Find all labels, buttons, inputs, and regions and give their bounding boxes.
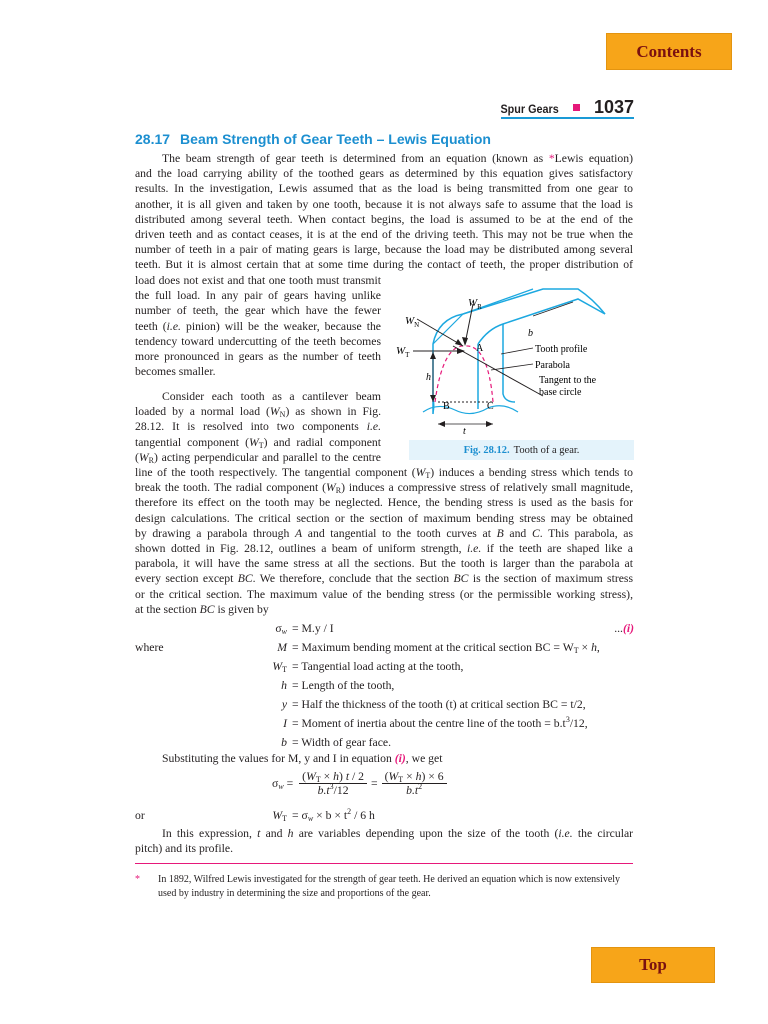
- label-c-point: C: [487, 401, 494, 412]
- label-b: b: [528, 328, 533, 339]
- text-line: or the critical section. The maximum value of the bending stress (or the permissible working stress),: [135, 587, 633, 601]
- text-line: distributed among several teeth. When contact begins, the load is assumed to be at the end of the: [135, 212, 633, 226]
- text-line: teeth (i.e. pinion) will be the weaker, because the: [135, 319, 381, 333]
- equation-1: $\sigma_w$ = M.y / I ...(i): [275, 622, 634, 636]
- paragraph-2: [135, 465, 633, 617]
- label-tooth-profile: Tooth profile: [535, 344, 588, 355]
- text-line: design calculations. The critical section or the section of maximum bending stress may be obtained: [135, 511, 633, 525]
- section-heading: [135, 131, 491, 147]
- text-line: teeth. But it is almost certain that at some time during the contact of teeth, the proper distribution of: [135, 258, 633, 272]
- label-t: t: [463, 426, 466, 437]
- def-m: where M = Maximum bending moment at the critical section BC = $W_T \times h$,: [135, 641, 600, 655]
- label-tangent-1: Tangent to the: [539, 375, 597, 386]
- label-b-point: B: [443, 401, 450, 412]
- text-line: tendency toward undercutting of the teeth becomes: [135, 334, 381, 348]
- text-line: every section except BC. We therefore, conclude that the section BC is the section of maximum stress: [135, 572, 634, 586]
- figure-caption: [409, 440, 634, 460]
- caption-text: Tooth of a gear.: [513, 444, 580, 456]
- text-line: driven teeth and as contact ceases, it is at the end of the driving teeth. This may not be true when the: [135, 228, 633, 242]
- footnote-mark: *: [135, 874, 140, 885]
- def-wt: $W_T$ = Tangential load acting at the tooth,: [272, 660, 464, 674]
- def-i: I = Moment of inertia about the centre line of the tooth = $b.t^3/12$,: [283, 715, 588, 730]
- text-line: by drawing a parabola through A and tangential to the tooth curves at B and C. This parabola, as: [135, 526, 634, 540]
- page-number: 1037: [593, 97, 634, 117]
- label-h: h: [426, 372, 431, 383]
- text-line: number of teeth in a pair of mating gears is large, because the load may be distributed among several: [135, 243, 633, 257]
- text-line: load does not exist and that one tooth must transmit: [135, 274, 381, 287]
- text-line: $(W_R)$ acting perpendicular and parallel to the centre: [135, 450, 381, 465]
- text-line: becomes smaller.: [135, 365, 216, 379]
- text-line: tangential component $(W_T)$ and radial component: [135, 435, 381, 450]
- running-head: [494, 97, 634, 118]
- text-line: break the tooth. The radial component $(W_R)$ induces a compressive stress of relatively small magnitude,: [135, 481, 633, 496]
- label-a: A: [476, 343, 484, 354]
- paragraph-3: [135, 826, 633, 856]
- footnote-text: In 1892, Wilfred Lewis investigated for the strength of gear teeth. He derived an equation which is now extensively used by industry in determining the size and proportions of the gear.: [158, 874, 621, 899]
- gear-tooth-figure: [393, 284, 635, 438]
- def-h: h = Length of the tooth,: [281, 679, 395, 692]
- text-line: shown dotted in Fig. 28.12, outlines a beam of uniform strength, i.e. if the teeth are shaped like a: [135, 542, 633, 556]
- text-line: The beam strength of gear teeth is determined from an equation (known as *Lewis equation): [162, 152, 633, 165]
- footnote-rule: [135, 863, 633, 864]
- contents-button[interactable]: Contents: [606, 33, 732, 70]
- chapter-title: Spur Gears: [500, 102, 559, 116]
- text-line: loaded by a normal load $(W_N)$ as shown in Fig.: [135, 405, 381, 420]
- label-wt: $W_T$: [396, 345, 410, 359]
- text-line: Consider each tooth as a cantilever beam: [162, 390, 381, 403]
- section-number: 28.17: [135, 131, 171, 147]
- text-line: and the load carrying ability of the toothed gears as determined by this equation gives satisfactory: [135, 167, 633, 181]
- text-line: results. In the investigation, Lewis assumed that as the load is being transmitted from one gear to: [135, 182, 633, 196]
- text-line: at the section BC is given by: [135, 602, 269, 616]
- equation-2: $\sigma_w$ = $\frac{(W_T \times h) t / 2}{b.t^3/12}$ = $\frac{(W_T \times h) \times 6}{b.t^2}$: [272, 770, 447, 797]
- text-line: line of the tooth respectively. The tangential component $(W_T)$ induces a bending stress which tends to: [135, 466, 633, 480]
- paragraph-1-narrow: [135, 273, 381, 379]
- label-tangent-2: base circle: [539, 387, 582, 398]
- square-bullet-icon: [573, 104, 580, 111]
- text-line: In this expression, t and h are variables depending upon the size of the tooth (i.e. the circular: [162, 827, 634, 840]
- top-button[interactable]: Top: [591, 947, 715, 983]
- label-parabola: Parabola: [535, 360, 570, 371]
- def-y: y = Half the thickness of the tooth (t) at critical section BC = t/2,: [281, 698, 586, 711]
- label-wn: $W_N$: [405, 315, 420, 329]
- label-wr: $W_R$: [468, 297, 482, 311]
- header-rule: [501, 117, 634, 119]
- text-line: pitch) and its profile.: [135, 842, 234, 856]
- text-line: parabola, it will have the same stress at all the sections. But the tooth is larger than the parabola at: [135, 557, 633, 571]
- def-b: b = Width of gear face.: [281, 736, 392, 749]
- paragraph-1: [135, 151, 633, 273]
- section-title: Beam Strength of Gear Teeth – Lewis Equation: [180, 131, 491, 147]
- caption-label: Fig. 28.12.: [463, 444, 510, 456]
- text-line: 28.12. It is resolved into two components i.e.: [135, 420, 381, 434]
- text-line: therefore its effect on the tooth may be neglected. Hence, the bending stress is used as the basis for: [135, 496, 633, 510]
- text-line: another, it is all given and taken by one tooth, because it is not always safe to assume that the load is: [135, 197, 633, 211]
- substitution-line: Substituting the values for M, y and I in equation (i), we get: [162, 752, 443, 765]
- text-line: number of teeth, the gear which have the fewer: [135, 304, 381, 318]
- paragraph-2-narrow: [135, 389, 381, 465]
- text-line: the full load. In any pair of gears having unlike: [135, 289, 381, 303]
- text-line: more pronounced in gears as the number of teeth: [135, 350, 381, 364]
